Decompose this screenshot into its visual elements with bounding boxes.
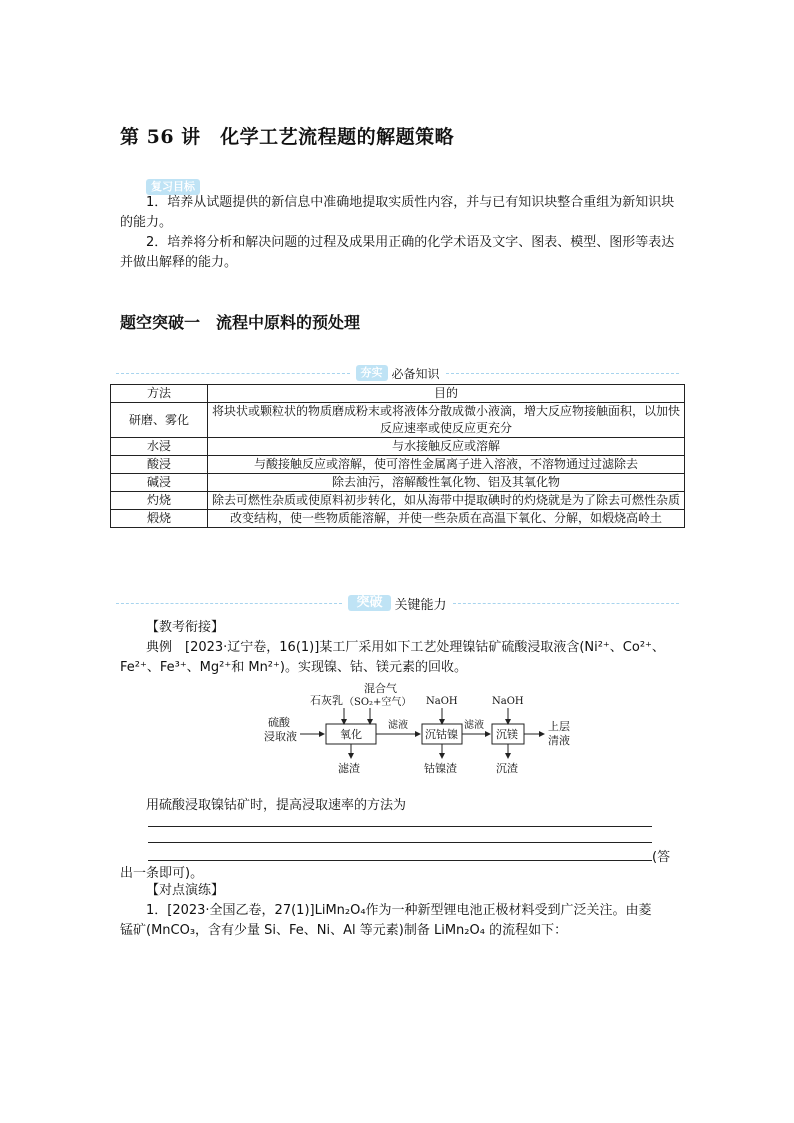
knowledge-badge: 夯实 [356,365,388,381]
goal-item-1: 1．培养从试题提供的新信息中准确地提取实质性内容，并与已有知识块整合重组为新知识块的能力。 [120,195,675,230]
purpose-cell: 将块状或颗粒状的物质磨成粉末或将液体分散成微小液滴，增大反应物接触面积，以加快反应速率或使反应更充分 [208,403,685,438]
practice-line-2: 锰矿(MnCO₃，含有少量 Si、Fe、Ni、Al 等元素)制备 LiMn₂O₄ 的流程如下： [120,923,568,938]
reagent-gas: 混合气 [364,682,397,695]
process-flow-diagram [260,682,580,782]
knowledge-divider [110,364,685,382]
practice-line-1: 1．[2023·全国乙卷，27(1)]LiMn₂O₄作为一种新型锂电池正极材料受到广泛关注。由菱 [146,903,652,918]
goals-list [120,193,680,273]
naoh-2: NaOH [492,696,524,707]
teaching-heading: 【教考衔接】 [146,620,225,635]
step-cobalt-nickel: 沉钴镍 [425,728,458,741]
table-row [111,492,685,510]
ability-label: 关键能力 [394,597,447,613]
residue-1: 滤渣 [338,762,360,775]
table-header-row [111,385,685,403]
method-cell: 水浸 [111,438,208,456]
method-cell: 碱浸 [111,474,208,492]
purpose-cell: 除去油污，溶解酸性氧化物、铝及其氧化物 [208,474,685,492]
method-cell: 灼烧 [111,492,208,510]
feed-label-1: 硫酸 [268,716,290,729]
table-row [111,403,685,438]
question-text: 用硫酸浸取镍钴矿时，提高浸取速率的方法为 [146,798,407,813]
table-row [111,510,685,528]
step-magnesium: 沉镁 [496,728,518,741]
output-label-1: 上层 [548,720,570,733]
practice-heading: 【对点演练】 [146,883,225,898]
answer-tail: (答 [652,850,671,865]
feed-label-2: 浸取液 [264,730,297,743]
method-cell: 研磨、雾化 [111,403,208,438]
table-row [111,456,685,474]
page-title: 第 56 讲 化学工艺流程题的解题策略 [120,126,455,148]
goal-item-2: 2．培养将分析和解决问题的过程及成果用正确的化学术语及文字、图表、模型、图形等表达并做出解释的能力。 [120,235,675,270]
example-line-2: Fe²⁺、Fe³⁺、Mg²⁺和 Mn²⁺)。实现镍、钴、镁元素的回收。 [120,660,467,675]
section-title: 题空突破一 流程中原料的预处理 [120,313,361,332]
ability-divider [110,594,685,612]
teaching-block [120,618,690,678]
purpose-cell: 与酸接触反应或溶解，使可溶性金属离子进入溶液，不溶物通过过滤除去 [208,456,685,474]
purpose-cell: 除去可燃性杂质或使原料初步转化，如从海带中提取碘时的灼烧就是为了除去可燃性杂质 [208,492,685,510]
reagent-gas-detail: （SO₂+空气） [344,697,412,708]
knowledge-label: 必备知识 [391,366,440,381]
ability-badge: 突破 [348,595,390,611]
table-header: 目的 [208,385,685,403]
practice-block [120,881,686,941]
method-cell: 煅烧 [111,510,208,528]
table-header: 方法 [111,385,208,403]
methods-table [110,384,685,528]
step-oxidation: 氧化 [340,728,362,741]
residue-3: 沉渣 [496,762,518,775]
answer-end: 出一条即可)。 [120,866,204,881]
residue-2: 钴镍渣 [424,762,457,775]
purpose-cell: 改变结构，使一些物质能溶解，并使一些杂质在高温下氧化、分解，如煅烧高岭土 [208,510,685,528]
naoh-1: NaOH [426,696,458,707]
reagent-lime: 石灰乳 [310,694,343,707]
example-line-1: 典例 [2023·辽宁卷，16(1)]某工厂采用如下工艺处理镍钴矿硫酸浸取液含(Ni²⁺、Co²⁺、 [146,640,665,655]
method-cell: 酸浸 [111,456,208,474]
arrow-1-label: 滤液 [388,720,408,731]
answer-blank-line-3[interactable] [148,860,652,861]
goals-badge: 复习目标 [146,175,200,195]
purpose-cell: 与水接触反应或溶解 [208,438,685,456]
answer-blank-line-1[interactable] [148,826,652,827]
output-label-2: 清液 [548,734,570,747]
answer-blank-line-2[interactable] [148,842,652,843]
table-row [111,474,685,492]
arrow-2-label: 滤液 [464,720,484,731]
table-row [111,438,685,456]
